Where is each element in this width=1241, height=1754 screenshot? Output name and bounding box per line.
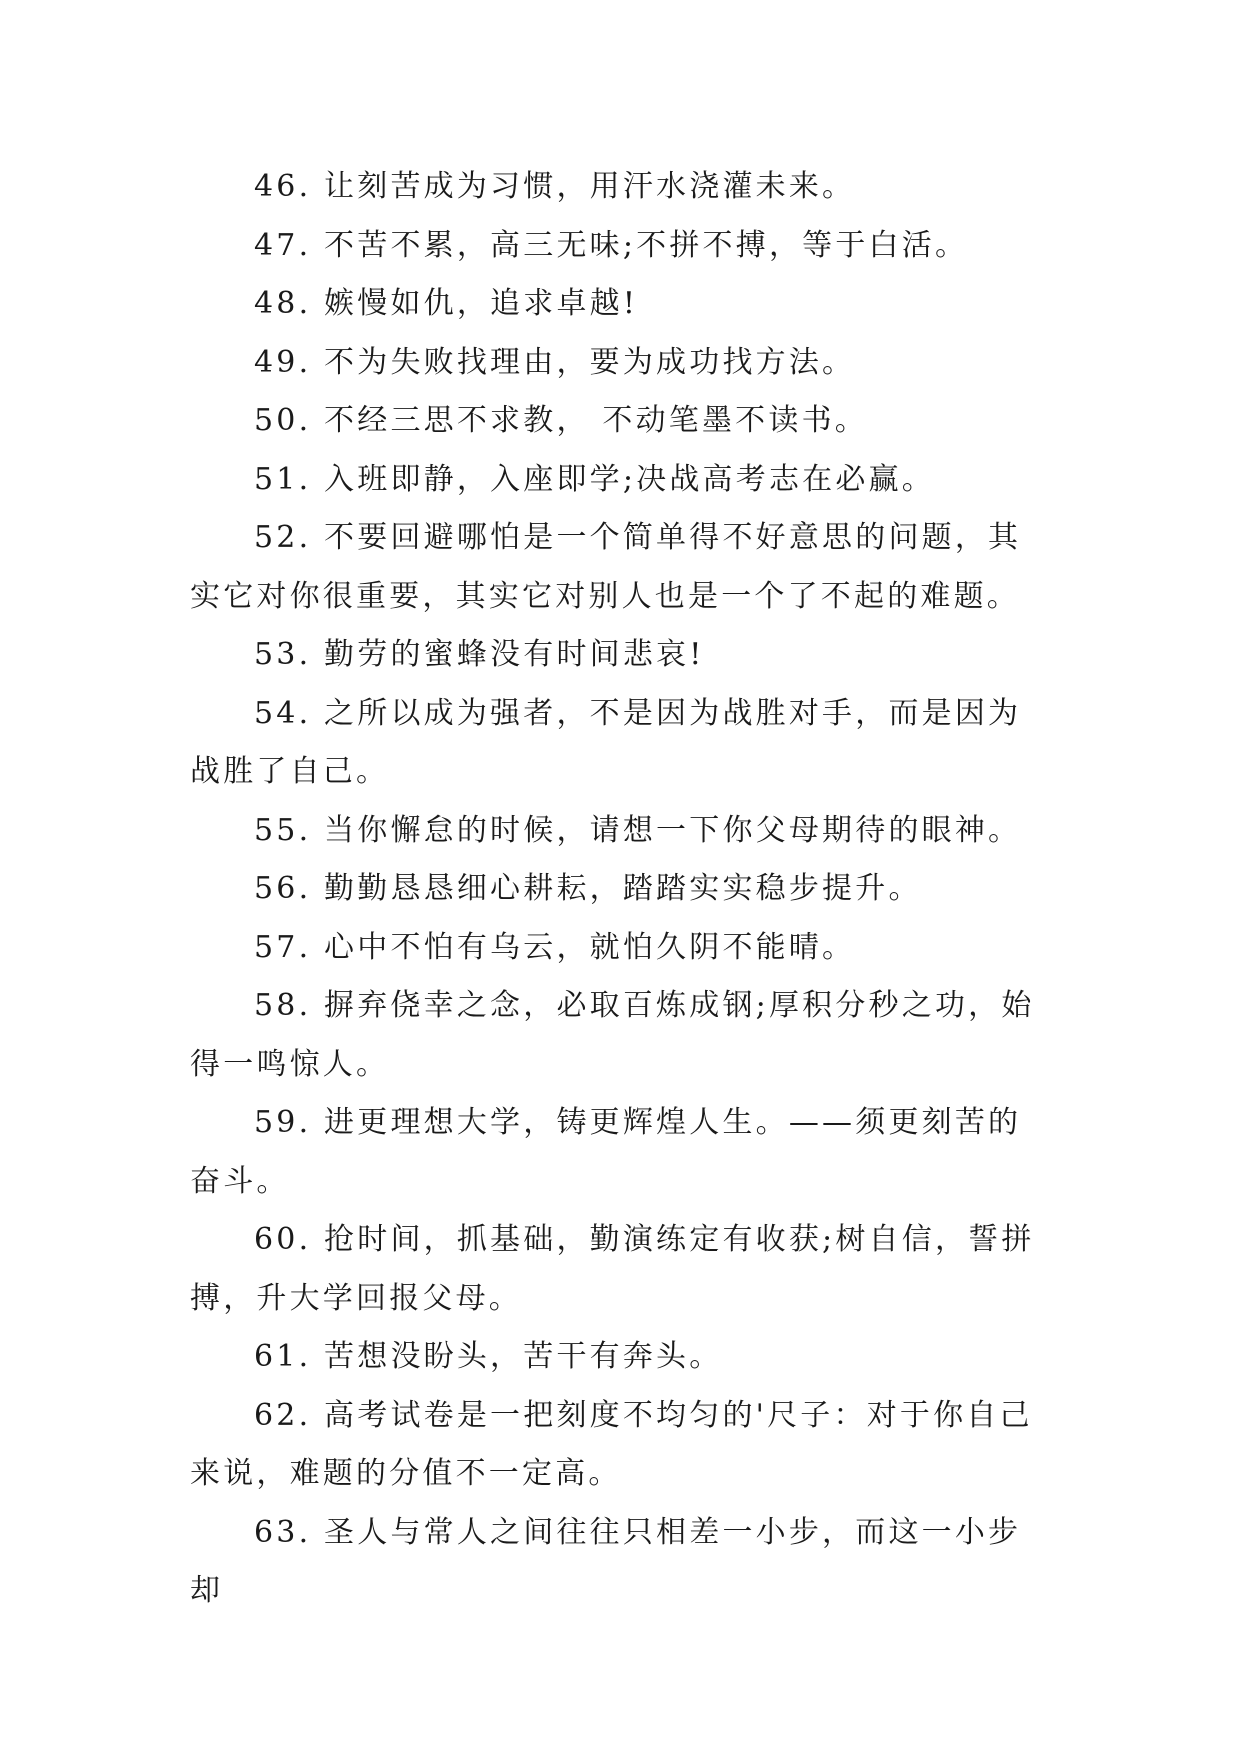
quote-paragraph-59: 59. 进更理想大学，铸更辉煌人生。——须更刻苦的奋斗。 <box>190 1105 1022 1199</box>
quote-paragraph-48: 48. 嫉慢如仇，追求卓越! <box>254 286 639 321</box>
quote-paragraph-62: 62. 高考试卷是一把刻度不均匀的'尺子：对于你自己来说，难题的分值不一定高。 <box>190 1397 1033 1491</box>
quote-paragraph-47: 47. 不苦不累，高三无味;不拼不搏，等于白活。 <box>254 227 969 263</box>
quote-paragraph-51: 51. 入班即静，入座即学;决战高考志在必赢。 <box>254 461 935 497</box>
quote-paragraph-58: 58. 摒弃侥幸之念，必取百炼成钢;厚积分秒之功，始得一鸣惊人。 <box>190 988 1035 1082</box>
quote-paragraph-52: 52. 不要回避哪怕是一个简单得不好意思的问题，其实它对你很重要，其实它对别人也是一个了不起的难题。 <box>190 520 1022 614</box>
quote-paragraph-63: 63. 圣人与常人之间往往只相差一小步，而这一小步却 <box>190 1514 1022 1608</box>
quote-paragraph-60: 60. 抢时间，抓基础，勤演练定有收获;树自信，誓拼搏，升大学回报父母。 <box>190 1222 1035 1316</box>
document-body <box>190 158 1048 1621</box>
quote-paragraph-49: 49. 不为失败找理由，要为成功找方法。 <box>254 344 856 380</box>
quote-paragraph-56: 56. 勤勤恳恳细心耕耘，踏踏实实稳步提升。 <box>254 871 922 906</box>
quote-paragraph-53: 53. 勤劳的蜜蜂没有时间悲哀! <box>254 637 705 672</box>
quote-paragraph-54: 54. 之所以成为强者，不是因为战胜对手，而是因为战胜了自己。 <box>190 695 1022 789</box>
quote-paragraph-61: 61. 苦想没盼头，苦干有奔头。 <box>254 1339 723 1374</box>
quote-paragraph-50: 50. 不经三思不求教， 不动笔墨不读书。 <box>254 403 868 438</box>
quote-paragraph-57: 57. 心中不怕有乌云，就怕久阴不能晴。 <box>254 929 856 965</box>
quote-paragraph-46: 46. 让刻苦成为习惯，用汗水浇灌未来。 <box>254 169 856 204</box>
quote-paragraph-55: 55. 当你懈怠的时候，请想一下你父母期待的眼神。 <box>254 812 1022 848</box>
